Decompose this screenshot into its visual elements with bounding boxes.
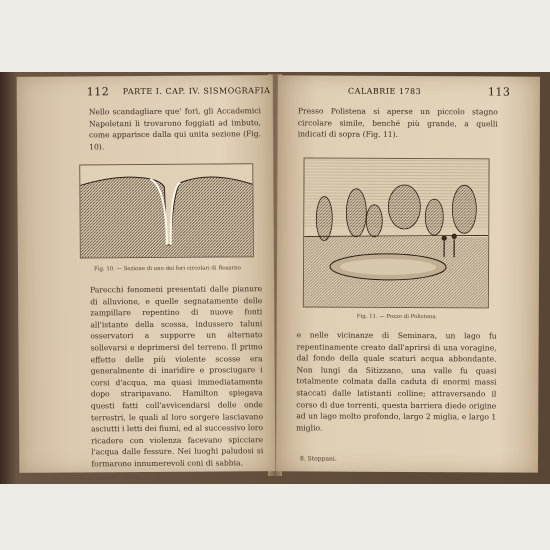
- left-page-number: 112: [86, 85, 110, 99]
- figure-10-funnel-section: [79, 163, 254, 258]
- figure-11-caption: Fig. 11. — Pozzo di Polistena.: [356, 313, 438, 321]
- figure-11-landscape-pond: [303, 157, 490, 308]
- figure-10-caption: Fig. 10. — Sezione di uno dei fori circolari di Rosarno: [93, 265, 241, 273]
- left-page-header: PARTE I. CAP. IV. SISMOGRAFIA: [122, 86, 271, 97]
- right-text-top: Presso Polistena si aperse un piccolo stagno circolare simile, benché più grande, a quelli indicati di sopra (Fig. 11).: [297, 106, 498, 140]
- left-text-top: Nello scandagliare que' fori, gli Accademici Napoletani li trovarono foggiati ad imbuto, come apparisce dalla qui unita sezione (Fig. 10).: [88, 106, 262, 152]
- left-text-bottom: Parecchi fenomeni presentati dalle pianure di alluvione, e quelle segnatamente delle zampillare repentino di nuove fonti all'istante della scossa, indussero taluni osservatori a supporre un alternato sollevarsi e deprimersi del terreno. Il primo effetto delle più violente scosse era generalmente di inaridire e prosciugare i corsi d'acqua, ma quasi immediatamente dopo straripavano. Hamilton spiegava questi fatti coll'avvicendarsi delle onde terrestri, le quali al loro sorgere lasciavano asciutti i letti dei fiumi, ed al successivo loro ricadere con violenza facevano spicciare l'acqua dalle fessure. Nei luoghi paludosi si formarono innumerevoli coni di sabbia.: [90, 284, 264, 469]
- left-page: [17, 75, 276, 473]
- right-page: [276, 75, 540, 472]
- right-text-bottom: e nelle vicinanze di Seminara, un lago fu repentinamente creato dall'aprirsi di una voragine, dal fondo della quale scaturì acqua abbondante. Non lungi da Sitizzano, una valle fu quasi totalmente colmata dalla caduta di enormi massi staccati dalle latistanti colline; attraversando il corso di due torrenti, questa barriera diede origine ad un lago molto profondo, largo 2 miglia, e largo 1 miglio.: [296, 330, 497, 433]
- right-page-header: CALABRIE 1783: [347, 86, 422, 97]
- footer-signature: 8. Stoppani.: [300, 455, 337, 463]
- right-page-number: 113: [487, 85, 511, 99]
